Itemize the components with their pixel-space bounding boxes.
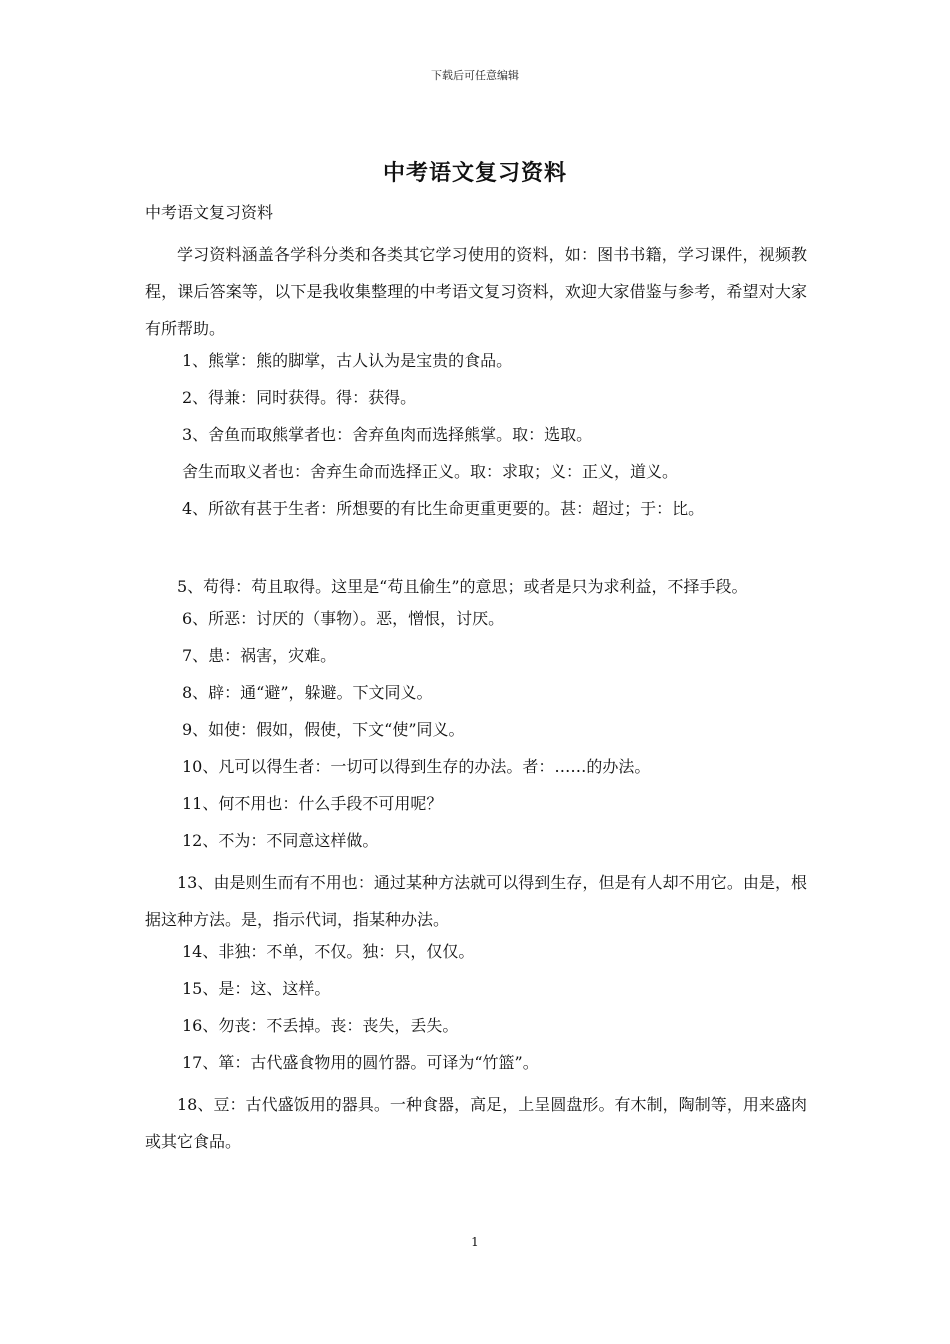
list-item: 13、由是则生而有不用也：通过某种方法就可以得到生存，但是有人却不用它。由是，根据这种方法。是，指示代词，指某种办法。 <box>145 873 807 929</box>
list-item: 4、所欲有甚于生者：所想要的有比生命更重更要的。甚：超过；于：比。 <box>182 499 705 518</box>
document-body <box>145 199 807 1160</box>
list-item: 舍生而取义者也：舍弃生命而选择正义。取：求取；义：正义，道义。 <box>182 462 679 481</box>
list-item: 7、患：祸害，灾难。 <box>182 646 337 665</box>
list-item: 18、豆：古代盛饭用的器具。一种食器，高足，上呈圆盘形。有木制，陶制等，用来盛肉或其它食品。 <box>145 1095 807 1151</box>
list-item: 3、舍鱼而取熊掌者也：舍弃鱼肉而选择熊掌。取：选取。 <box>182 425 593 444</box>
subtitle: 中考语文复习资料 <box>145 203 274 222</box>
page-number: 1 <box>471 1235 479 1249</box>
list-item: 15、是：这、这样。 <box>182 979 331 998</box>
list-item: 9、如使：假如，假使，下文“使”同义。 <box>182 720 465 739</box>
list-item: 5、苟得：苟且取得。这里是“苟且偷生”的意思；或者是只为求利益，不择手段。 <box>177 577 748 596</box>
list-item: 17、箪：古代盛食物用的圆竹器。可译为“竹篮”。 <box>182 1053 539 1072</box>
list-item: 2、得兼：同时获得。得：获得。 <box>182 388 417 407</box>
list-item: 14、非独：不单，不仅。独：只，仅仅。 <box>182 942 475 961</box>
intro-paragraph: 学习资料涵盖各学科分类和各类其它学习使用的资料，如：图书书籍，学习课件，视频教程，课后答案等，以下是我收集整理的中考语文复习资料，欢迎大家借鉴与参考，希望对大家有所帮助。 <box>145 245 807 338</box>
list-item: 11、何不用也：什么手段不可用呢？ <box>182 794 443 813</box>
page-header-note: 下载后可任意编辑 <box>431 69 519 82</box>
list-item: 12、不为：不同意这样做。 <box>182 831 379 850</box>
page-title: 中考语文复习资料 <box>382 160 567 186</box>
list-item: 8、辟：通“避”，躲避。下文同义。 <box>182 683 433 702</box>
list-item: 6、所恶：讨厌的（事物）。恶，憎恨，讨厌。 <box>182 609 505 628</box>
list-item: 10、凡可以得生者：一切可以得到生存的办法。者：……的办法。 <box>182 757 651 776</box>
blank-line <box>145 532 807 568</box>
list-item: 16、勿丧：不丢掉。丧：丧失，丢失。 <box>182 1016 459 1035</box>
list-item: 1、熊掌：熊的脚掌，古人认为是宝贵的食品。 <box>182 351 513 370</box>
